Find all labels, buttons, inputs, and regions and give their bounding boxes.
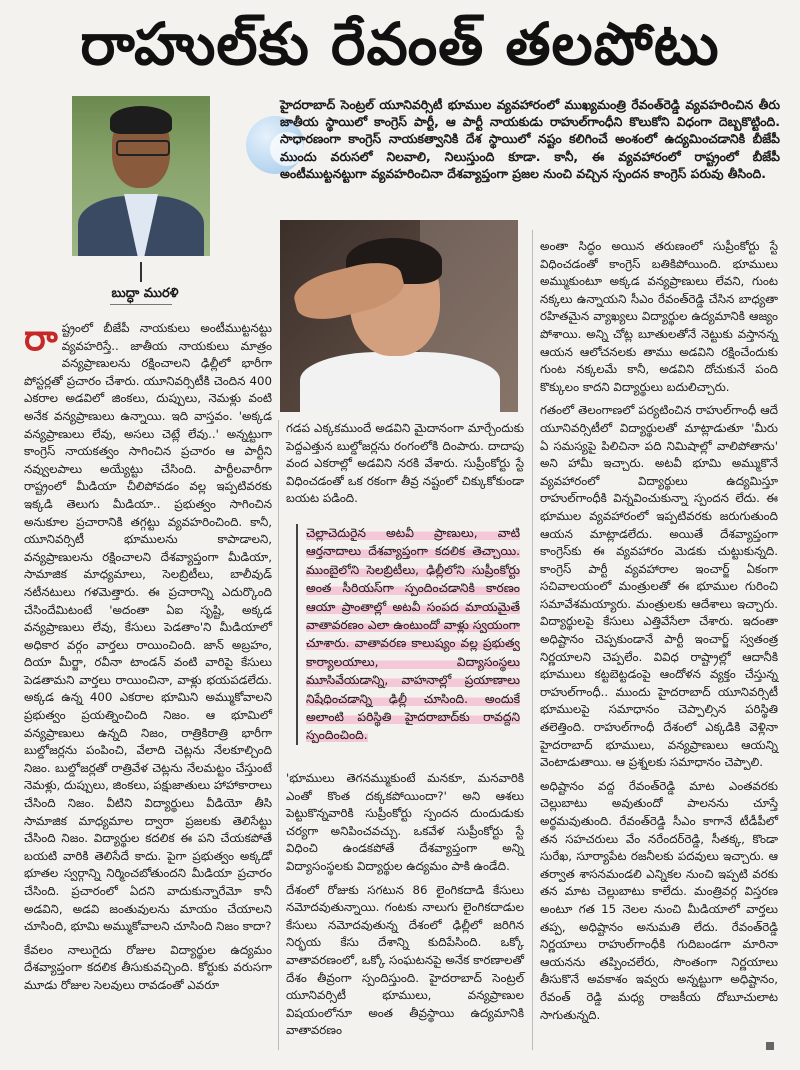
photo-glasses — [116, 140, 170, 156]
column-2 — [286, 420, 524, 514]
column-divider — [278, 420, 279, 1050]
byline-rule — [110, 304, 172, 305]
paragraph-text: ష్ట్రంలో బీజేపీ నాయకులు అంటీముట్టనట్టు వ్యవహరిస్తే.. జాతీయ నాయకులు మాత్రం వన్యప్రాణులను రక్షించాలని ఢిల్లీలో భారీగా పోస్టర్లతో ప్రచారం చేశారు. యూనివర్సిటీకి చెందిన 400 ఎకరాల అడవిలో జింకలు, దుప్పులు, నెమళ్లు వంటి అనేక వన్యప్రాణులు ఉన్నాయి. ఇది వాస్తవం. 'అక్కడ వన్యప్రాణులు లేవు, అసలు చెట్లే లేవు..' అన్నట్టుగా కాంగ్రెస్ నాయకత్వం సాగించిన ప్రచారం ఆ పార్టీని నవ్వులపాలు అయ్యేట్టు చేసింది. పార్టీలవారీగా రాష్ట్రంలో మీడియా చీలిపోవడం వల్ల ఇప్పటివరకు ఇక్కడి తెలుగు మీడియా.. ప్రభుత్వం సాగించిన అనుకూల ప్రచారానికి తగ్గట్టు వ్యవహరించింది. కానీ, యూనివర్సిటీ భూములను కాపాడాలని, వన్యప్రాణులను రక్షించాలని దేశవ్యాప్తంగా మీడియా, సామాజిక మాధ్యమాలు, సెలబ్రిటీలు, బాలీవుడ్ నటీనటులు గళమెత్తారు. ఈ ప్రచారాన్ని ఎదుర్కొంది చేసిందేమిటంటే 'అదంతా ఏఐ సృష్టి, అక్కడ వన్యప్రాణులు లేవు, కేసులు పెడతాం'ని మీడియాలో అధికార వర్గం వార్తలు రాయించింది. జాన్ అబ్రహం, దియా మీర్జా, రవీనా టాండన్ వంటి వారిపై కేసులు పెడతామని వార్తలు రాయించినా, వాళ్లు భయపడలేదు. అక్కడ ఉన్న 400 ఎకరాల భూమిని అమ్ముకోవాలని ప్రభుత్వం ప్రయత్నించింది నిజం. ఆ భూమిలో వన్యప్రాణులు ఉన్నది నిజం, రాత్రికిరాత్రి భారీగా బుల్డోజర్లను పంపించి, వేలాది చెట్లను నేలకూల్చింది నిజం. బుల్డోజర్లతో రాత్రివేళ చెట్లను నేలమట్టం చేస్తుంటే నెమళ్లు, దుప్పులు, జింకలు, పక్షుజాతులు హాహాకారాలు చేసింది నిజం. వీటిని విద్యార్థులు వీడియో తీసి సామాజిక మాధ్యమాల ద్వారా ప్రజలకు తెలిసేట్టు చేసింది నిజం. విద్యార్థుల కదలిక ఈ పని చేయకపోతే బయటి వారికి తెలిసేదే కాదు. పైగా ప్రభుత్వం అక్కడో భూతల స్వర్గాన్ని నిర్మించబోతుందని మీడియా ప్రచారం చేసింది. ప్రచారంలో ఏదని వాదుకున్నారేమో కానీ అడవిని, అడవి జంతువులను మాయం చేయాలని చూసింది, భూమి అమ్ముకోవాలని చూసింది నిజం కాదా? — [24, 321, 272, 934]
pull-quote-text: చెల్లాచెదురైన అటవీ ప్రాణులు, వాటి ఆర్తనాదాలు దేశవ్యాప్తంగా కదలిక తెచ్చాయి. ముంబైలోని సెలబ్రిటీలు, ఢిల్లీలోని సుప్రీంకోర్టు అంత సీరియస్‌గా స్పందించడానికి కారణం ఆయా ప్రాంతాల్లో అటవీ సంపద మాయమైతే వాతావరణం ఎలా ఉంటుందో వాళ్లు స్వయంగా చూశారు. వాతావరణ కాలుష్యం వల్ల ప్రభుత్వ కార్యాలయాలు, విద్యాసంస్థలు మూసివేయడాన్ని, వాహనాల్లో ప్రయాణాలు నిషేధించడాన్ని ఢిల్లీ చూసింది. అందుకే అలాంటి పరిస్థితి హైదరాబాద్‌కు రావద్దని స్పందించింది. — [306, 526, 520, 743]
column-3 — [540, 238, 778, 1030]
paragraph — [24, 320, 272, 936]
paragraph: కేవలం నాలుగైదు రోజుల విద్యార్థుల ఉద్యమం దేశవ్యాప్తంగా కదలిక తీసుకువచ్చింది. కోర్టుకు వరుసగా మూడు రోజుల సెలవులు రావడంతో ఎవరూ — [24, 942, 272, 992]
paragraph: గతంలో తెలంగాణలో పర్యటించిన రాహుల్‌గాంధీ ఆదే యూనివర్సిటీలో విద్యార్థులతో మాట్లాడుతూ 'మీరు ఏ సమస్యపై పిలిచినా పది నిమిషాల్లో వాలిపోతాను' అని హామీ ఇచ్చారు. అటవీ భూమి అమ్ముకొనే వ్యవహారంలో విద్యార్థులు ఉద్యమిస్తూ రాహుల్‌గాంధీకి విన్నవించుకున్నా స్పందన లేదు. ఈ భూముల వ్యవహారంలో ఇప్పటివరకు జరుగుతుంది ఆయన మాట్లాడలేదు. అయితే దేశవ్యాప్తంగా కాంగ్రెస్‌కు ఈ వ్యవహారం మెడకు చుట్టుకున్నది. కాంగ్రెస్ పార్టీ వ్యవహారాల ఇంచార్జ్ ఏకంగా సచివాలయంలో మంత్రులతో ఈ భూముల గురించి సమావేశమయ్యారు. మంత్రులకు ఆదేశాలు ఇచ్చారు. విద్యార్థులపై కేసులు ఎత్తివేసేలా చేశారు. ఇదంతా అధిష్టానం చెప్పకుండానే పార్టీ ఇంచార్జ్ స్వతంత్ర నిర్ణయాలని చెప్పలేం. వివిధ రాష్ట్రాల్లో ఆదానీకి భూములు కట్టబెట్టడంపై ఆందోళన వ్యక్తం చేస్తున్న రాహుల్‌గాంధీ.. ముందు హైదరాబాద్ యూనివర్సిటీ భూములపై సమాధానం చెప్పాల్సిన పరిస్థితి తలెత్తింది. రాహుల్‌గాంధీ దేశంలో ఎక్కడికి వెళ్లినా హైదరాబాద్ భూములు, వన్యప్రాణులు ఆయన్ని వెంటాడుతాయి. ఆ ప్రశ్నలకు సమాధానం చెప్పాలి. — [540, 403, 778, 770]
rahul-photo — [280, 220, 518, 412]
drop-cap: రా — [24, 318, 58, 359]
photo-kurta — [300, 352, 500, 412]
byline-divider — [140, 262, 142, 282]
end-mark — [766, 1042, 774, 1050]
column-divider — [532, 230, 533, 1050]
column-1 — [24, 320, 272, 1001]
paragraph: అధిష్టానం వద్ద రేవంత్‌రెడ్డి మాట ఎంతవరకు చెల్లుబాటు అవుతుందో పాలనను చూస్తే అర్థమవుతుంది. రేవంత్‌రెడ్డి సీఎం కాగానే టీడీపీలో తన సహచరులు వేం నరేందర్‌రెడ్డి, సీతక్క, కొండా సురేఖ, సూర్యాపేట రజనీలకు పదవులు ఇచ్చారు. ఆ తర్వాత శాసనమండలి ఎన్నికల నుంచి ఇప్పటి వరకు తన మాట చెల్లుబాటు కాలేదు. మంత్రివర్గ విస్తరణ అంటూ గత 15 నెలల నుంచి మీడియాలో వార్తలు తప్ప, అధిష్టానం అనుమతి లేదు. రేవంత్‌రెడ్డి నిర్ణయాలు రాహుల్‌గాంధీకి గుదిబండగా మారినా ఆయనను తప్పించలేరు, సొంతంగా నిర్ణయాలు తీసుకొనే అవకాశం ఇవ్వరు అన్నట్టుగా అధిష్టానం, రేవంత్ రెడ్డి మధ్య రాజకీయ దోబూచులాట సాగుతున్నది. — [540, 778, 778, 1022]
byline: బుద్ధా మురళి — [111, 286, 179, 301]
paragraph: దేశంలో రోజుకు సగటున 86 లైంగికదాడి కేసులు నమోదవుతున్నాయి. గంటకు నాలుగు లైంగికదాడుల కేసులు నమోదవుతున్న దేశంలో ఢిల్లీలో జరిగిన నిర్భయ కేసు దేశాన్ని కుదిపేసింది. ఒక్కో వాతావరణంలో, ఒక్కో సంఘటనపై అనేక కారణాలతో దేశం తీవ్రంగా స్పందిస్తుంది. హైదరాబాద్ సెంట్రల్ యూనివర్సిటీ భూములు, వన్యప్రాణుల విషయంలోనూ అంత తీవ్రస్థాయి ఉద్యమానికి వాతావరణం — [286, 882, 524, 1038]
headline: రాహుల్‌కు రేవంత్ తలపోటు — [80, 10, 720, 78]
intro-paragraph: హైదరాబాద్ సెంట్రల్ యూనివర్సిటీ భూముల వ్యవహారంలో ముఖ్యమంత్రి రేవంత్‌రెడ్డి వ్యవహరించిన తీరు జాతీయ స్థాయిలో కాంగ్రెస్ పార్టీ, ఆ పార్టీ నాయకుడు రాహుల్‌గాంధీని కొలుకోని విధంగా దెబ్బకొట్టింది. సాధారణంగా కాంగ్రెస్ నాయకత్వానికి దేశ స్థాయిలో నష్టం కలిగించే అంశంలో ఉద్యమించడానికి బీజేపీ ముందు వరుసలో నిలవాలి, నిలుస్తుంది కూడా. కానీ, ఈ వ్యవహారంలో రాష్ట్రంలో బీజేపీ అంటీముట్టనట్టుగా వ్యవహరించినా దేశవ్యాప్తంగా ప్రజల నుంచి వచ్చిన స్పందన కాంగ్రెస్ పరువు తీసింది. — [280, 97, 780, 181]
author-photo — [72, 96, 210, 256]
photo-hair — [110, 106, 172, 134]
paragraph: గడప ఎక్కకముందే అడవిని మైదానంగా మార్చేందుకు పెద్దఎత్తున బుల్డోజర్లను రంగంలోకి దింపారు. దాదాపు వంద ఎకరాల్లో అడవిని నరకి వేశారు. సుప్రీంకోర్టు స్టే విధించడంతో ఒక రకంగా తీవ్ర నష్టంలో చిక్కుకోకుండా బయట పడింది. — [286, 421, 524, 506]
pull-quote — [296, 524, 520, 745]
paragraph: అంతా సిద్ధం అయిన తరుణంలో సుప్రీంకోర్టు స్టే విధించడంతో కాంగ్రెస్ బతికిపోయింది. భూములు అమ్ముకుంటూ అక్కడ వన్యప్రాణులు లేవని, గుంట నక్కలు ఉన్నాయని సీఎం రేవంత్‌రెడ్డి చేసిన బాధ్యతా రహితమైన వ్యాఖ్యలు విద్యార్థుల ఉద్యమానికి ఆజ్యం పోశాయి. అన్ని చోట్ల బూతులతోనే నెట్టుకు వస్తానన్న ఆయన ఆలోచనలకు తాము అడవిని రక్షించేందుకు గుంట నక్కలమే కానీ, అడవిని దోచుకునే పంది కొక్కులం కాదని విద్యార్థులు బదులిచ్చారు. — [540, 239, 778, 394]
column-2-lower — [286, 770, 524, 1046]
paragraph: 'భూములు తెగనమ్ముకుంటే మనకూ, మనవారికి ఎంతో కొంత దక్కకపోయిందా?' అని ఆశలు పెట్టుకొన్నవారికి సుప్రీంకోర్టు స్పందన దుందుడుకు చర్యగా అనిపించవచ్చు. ఒకవేళ సుప్రీంకోర్టు స్టే విధించి ఉండకపోతే దేశవ్యాప్తంగా అన్ని విద్యాసంస్థలకు విద్యార్థుల ఉద్యమం పాకి ఉండేది. — [286, 771, 524, 873]
